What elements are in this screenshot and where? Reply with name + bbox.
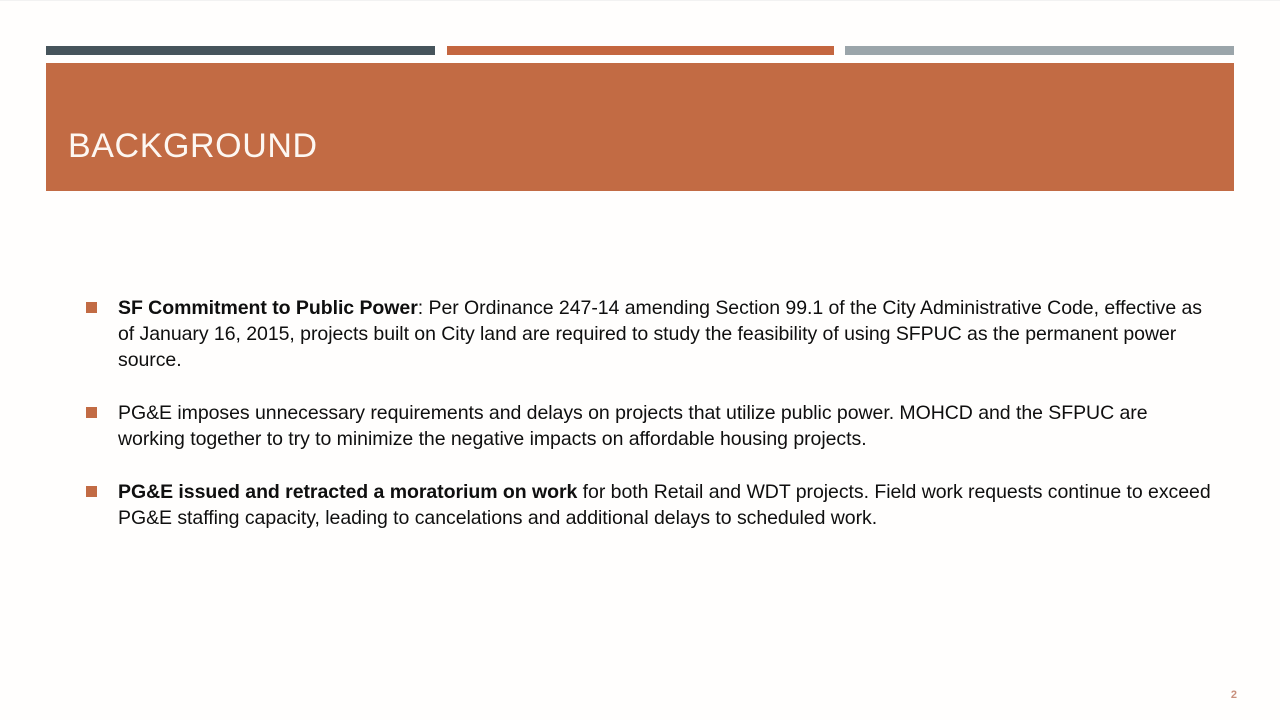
list-item-body: for both Retail and WDT projects. Field work requests continue to exceed PG&E staffing capacity, leading to cancelations and additional delays to scheduled work. [118, 481, 1211, 529]
list-item-lead: SF Commitment to Public Power [118, 297, 418, 319]
page-number: 2 [1230, 689, 1237, 701]
bullet-list [86, 295, 1216, 531]
square-bullet-icon [86, 407, 97, 418]
page-title: BACKGROUND [68, 127, 318, 165]
list-item-text [118, 295, 1216, 373]
list-item-lead: PG&E issued and retracted a moratorium on work [118, 481, 578, 503]
square-bullet-icon [86, 486, 97, 497]
square-bullet-icon [86, 302, 97, 313]
list-item-text [118, 400, 1216, 452]
list-item-body: PG&E imposes unnecessary requirements and delays on projects that utilize public power. MOHCD and the SFPUC are working together to try to minimize the negative impacts on affordable housing projects. [118, 402, 1148, 450]
list-item-body: : Per Ordinance 247-14 amending Section 99.1 of the City Administrative Code, effective as of January 16, 2015, projects built on City land are required to study the feasibility of using SFPUC as the permanent power source. [118, 297, 1203, 371]
decorative-rule-bar-gray [845, 46, 1234, 55]
list-item-text [118, 479, 1216, 531]
decorative-rule-bar-dark [46, 46, 435, 55]
title-banner [46, 63, 1234, 191]
list-item [86, 479, 1216, 531]
decorative-rule-bar-orange [447, 46, 834, 55]
list-item [86, 400, 1216, 452]
list-item [86, 295, 1216, 373]
